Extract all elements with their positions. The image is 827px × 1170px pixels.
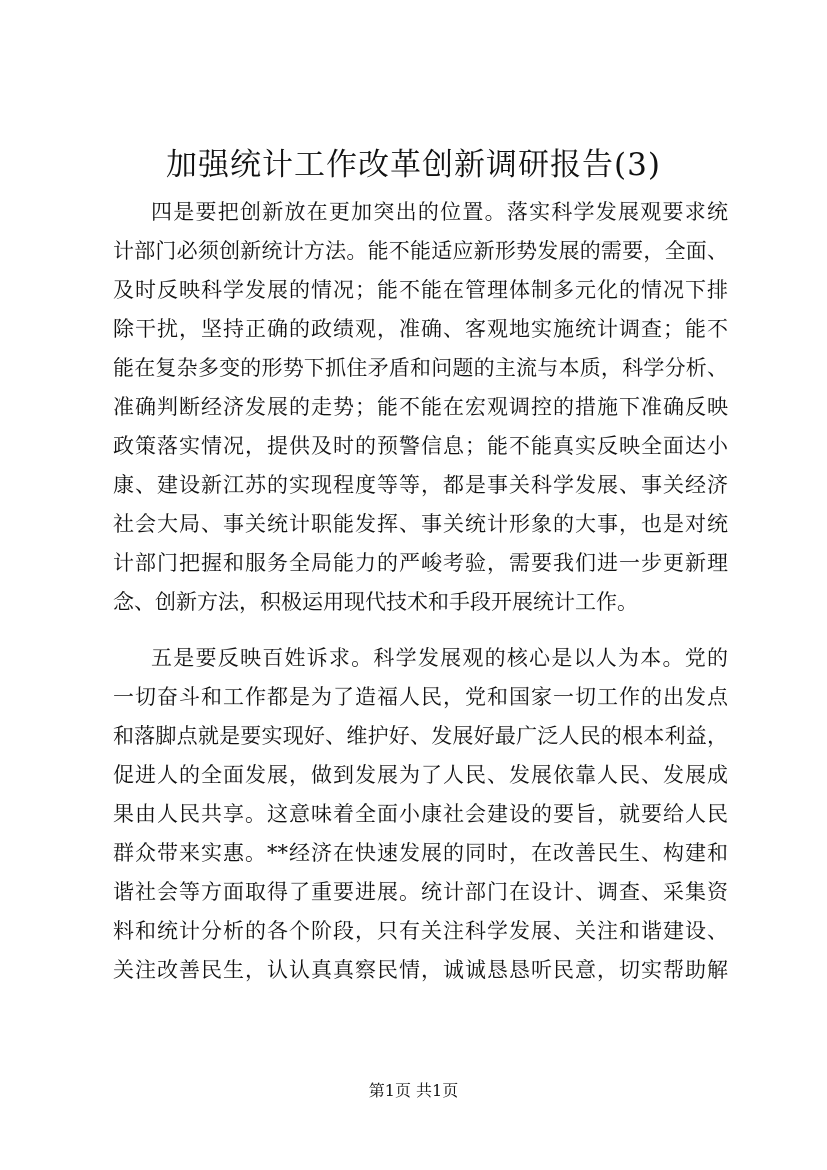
paragraph-line: 康、建设新江苏的实现程度等等，都是事关科学发展、事关经济: [113, 473, 728, 497]
paragraph-line: 和落脚点就是要实现好、维护好、发展好最广泛人民的根本利益，: [113, 724, 728, 748]
paragraph-line: 计部门把握和服务全局能力的严峻考验，需要我们进一步更新理: [113, 551, 728, 575]
paragraph-line: 及时反映科学发展的情况；能不能在管理体制多元化的情况下排: [113, 278, 728, 302]
paragraph-line: 四是要把创新放在更加突出的位置。落实科学发展观要求统: [151, 200, 728, 224]
paragraph-line: 促进人的全面发展，做到发展为了人民、发展依靠人民、发展成: [113, 763, 728, 787]
paragraph-line: 政策落实情况，提供及时的预警信息；能不能真实反映全面达小: [113, 434, 728, 458]
paragraph-line: 除干扰，坚持正确的政绩观，准确、客观地实施统计调查；能不: [113, 317, 728, 341]
paragraph-line: 五是要反映百姓诉求。科学发展观的核心是以人为本。党的: [151, 646, 728, 670]
paragraph-line: 关注改善民生，认认真真察民情，诚诚恳恳听民意，切实帮助解: [113, 958, 728, 982]
document-title: 加强统计工作改革创新调研报告(3): [166, 147, 661, 183]
paragraph-line: 社会大局、事关统计职能发挥、事关统计形象的大事，也是对统: [113, 512, 728, 536]
paragraph-line: 计部门必须创新统计方法。能不能适应新形势发展的需要，全面、: [113, 239, 728, 263]
paragraph-line: 能在复杂多变的形势下抓住矛盾和问题的主流与本质，科学分析、: [113, 356, 728, 380]
paragraph-line: 一切奋斗和工作都是为了造福人民，党和国家一切工作的出发点: [113, 685, 728, 709]
document-body: [113, 193, 728, 990]
paragraph-spacer: [113, 622, 728, 639]
paragraph-line: 谐社会等方面取得了重要进展。统计部门在设计、调查、采集资: [113, 880, 728, 904]
paragraph-line: 群众带来实惠。**经济在快速发展的同时，在改善民生、构建和: [113, 841, 728, 865]
paragraph-line: 念、创新方法，积极运用现代技术和手段开展统计工作。: [113, 590, 638, 614]
page-footer: 第1页 共1页: [368, 1081, 459, 1100]
paragraph-line: 准确判断经济发展的走势；能不能在宏观调控的措施下准确反映: [113, 395, 728, 419]
paragraph-2: [113, 639, 728, 990]
paragraph-1: [113, 193, 728, 622]
paragraph-line: 果由人民共享。这意味着全面小康社会建设的要旨，就要给人民: [113, 802, 728, 826]
paragraph-line: 料和统计分析的各个阶段，只有关注科学发展、关注和谐建设、: [113, 919, 728, 943]
